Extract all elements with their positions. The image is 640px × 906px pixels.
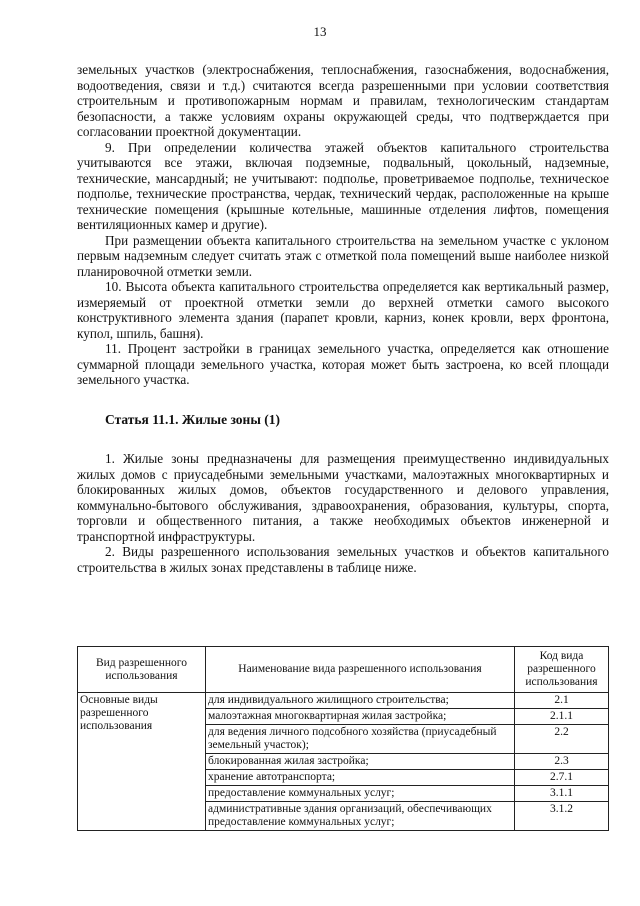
use-code-cell: 3.1.1 [515,786,609,802]
use-code-cell: 3.1.2 [515,802,609,831]
use-code-cell: 2.2 [515,725,609,754]
paragraph: При размещении объекта капитального строительства на земельном участке с уклоном первым надземным следует считать этаж с отметкой пола помещений выше наиболее низкой планировочной отметки земли. [77,232,609,279]
table-row [78,693,609,709]
header-use-name: Наименование вида разрешенного использования [206,647,515,693]
use-name-cell: блокированная жилая застройка; [206,754,515,770]
paragraph: 1. Жилые зоны предназначены для размещения преимущественно индивидуальных жилых домов с приусадебными земельными участками, малоэтажных многоквартирных и блокированных жилых домов, объектов государственного и делового управления, коммунально-бытового обслуживания, здравоохранения, образования, культуры, спорта, торговли и общественного питания, а также необходимых объектов инженерной и транспортной инфраструктуры. [77,451,609,544]
use-name-cell: предоставление коммунальных услуг; [206,786,515,802]
paragraph: 2. Виды разрешенного использования земельных участков и объектов капитального строительства в жилых зонах представлены в таблице ниже. [77,544,609,575]
document-body [77,62,609,575]
header-use-code: Код вида разрешенного использования [515,647,609,693]
header-use-type: Вид разрешенного использования [78,647,206,693]
paragraph: 10. Высота объекта капитального строительства определяется как вертикальный размер, измеряемый от проектной отметки земли до верхней отметки самого высокого конструктивного элемента здания (парапет кровли, карниз, конек кровли, верх фронтона, купол, шпиль, башня). [77,279,609,341]
paragraph: 9. При определении количества этажей объектов капитального строительства учитываются все этажи, включая подземные, подвальный, цокольный, надземные, технические, мансардный; не учитывают: подполье, проветриваемое подполье, техническое подполье, технические пространства, чердак, технический чердак, расположенные на крыше технические помещения (крышные котельные, машинные отделения лифтов, помещения вентиляционных камер и другие). [77,139,609,232]
page-number: 13 [313,24,327,39]
use-code-cell: 2.1.1 [515,709,609,725]
use-code-cell: 2.7.1 [515,770,609,786]
paragraph: земельных участков (электроснабжения, теплоснабжения, газоснабжения, водоснабжения, водоотведения, связи и т.д.) считаются всегда разрешенными при условии соответствия строительным и противопожарным нормам и правилам, технологическим стандартам безопасности, а также условиям охраны окружающей среды, что подтверждается при согласовании проектной документации. [77,62,609,139]
paragraphs-after [77,451,609,575]
section-heading: Статья 11.1. Жилые зоны (1) [105,411,280,427]
use-name-cell: малоэтажная многоквартирная жилая застройка; [206,709,515,725]
use-code-cell: 2.1 [515,693,609,709]
use-group-label: Основные виды разрешенного использования [78,693,206,831]
use-name-cell: для ведения личного подсобного хозяйства (приусадебный земельный участок); [206,725,515,754]
use-name-cell: для индивидуального жилищного строительства; [206,693,515,709]
paragraph: 11. Процент застройки в границах земельного участка, определяется как отношение суммарной площади земельного участка, которая может быть застроена, ко всей площади земельного участка. [77,341,609,387]
table-header-row [78,647,609,693]
use-code-cell: 2.3 [515,754,609,770]
use-name-cell: хранение автотранспорта; [206,770,515,786]
paragraphs-before [77,62,609,388]
permitted-uses-table [77,646,609,831]
use-name-cell: административные здания организаций, обеспечивающих предоставление коммунальных услуг; [206,802,515,831]
